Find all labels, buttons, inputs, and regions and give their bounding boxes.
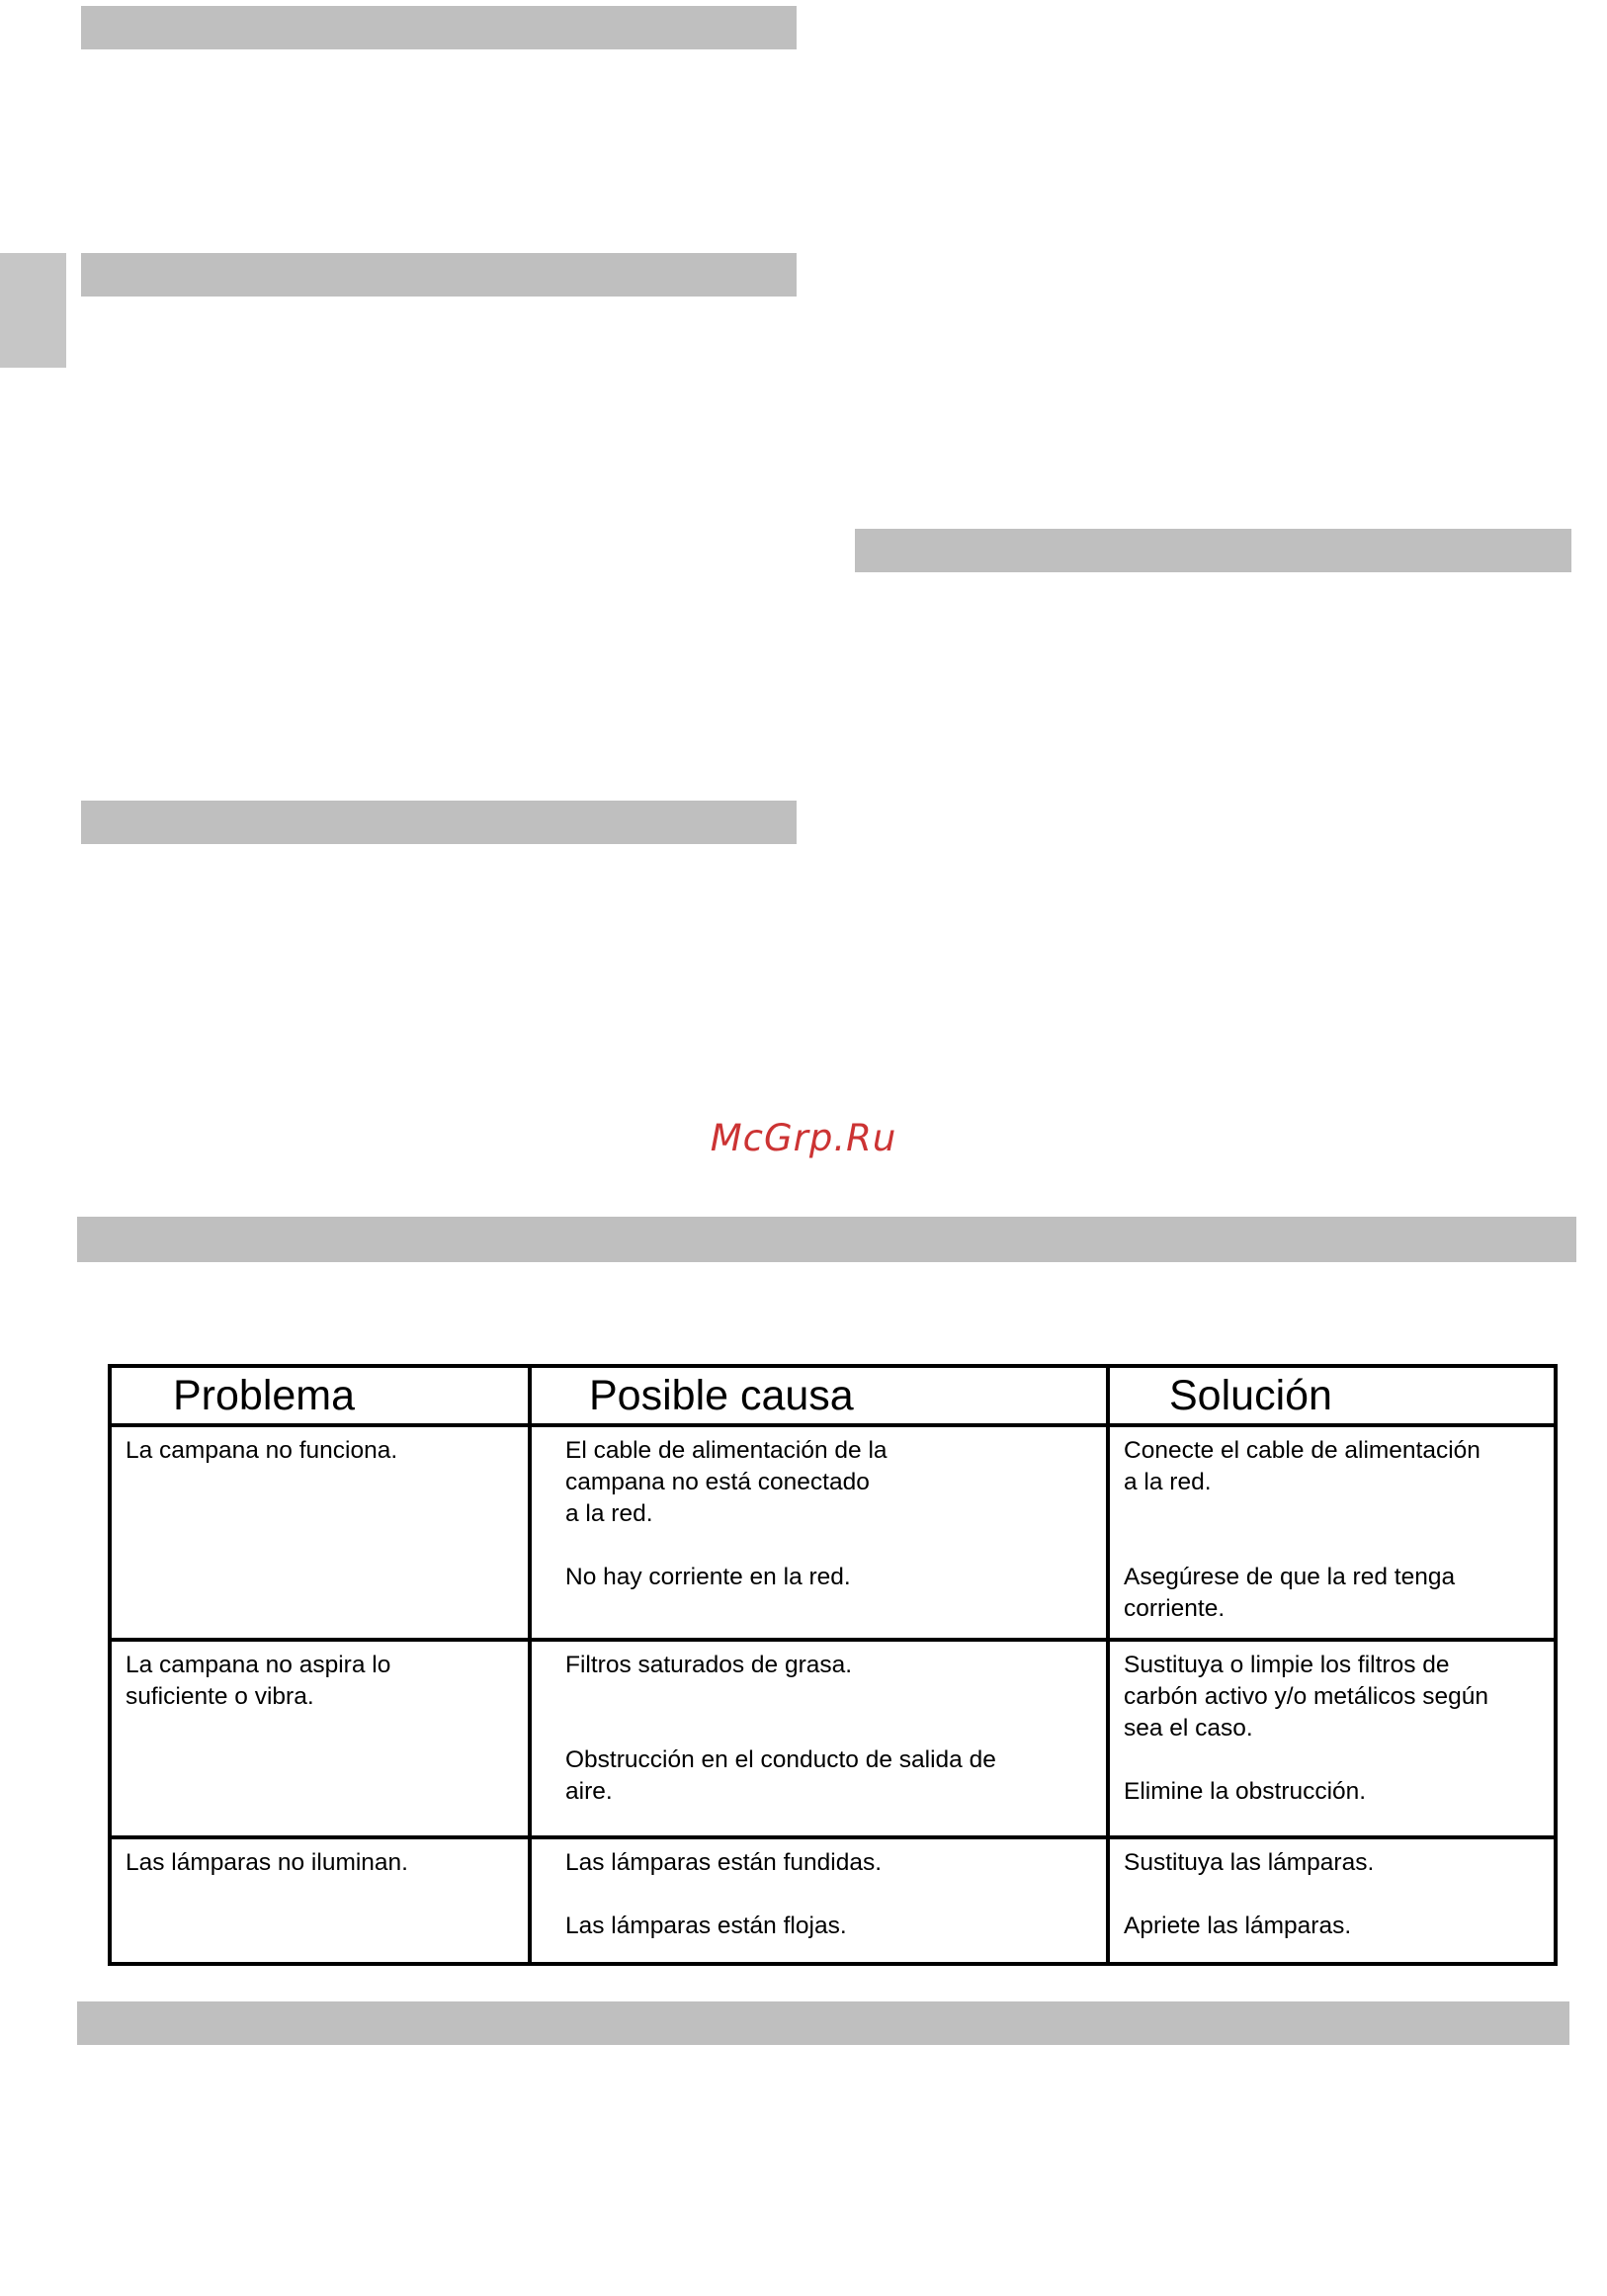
table-row — [110, 1425, 1556, 1640]
language-side-tab — [0, 253, 66, 368]
section-header-bar — [855, 529, 1571, 572]
table-row — [110, 1837, 1556, 1964]
cause-text: No hay corriente en la red. — [565, 1564, 851, 1590]
problem-text: Las lámparas no iluminan. — [126, 1849, 408, 1876]
watermark: McGrp.Ru — [710, 1117, 897, 1159]
cause-cell — [530, 1425, 1108, 1640]
solution-text: Sustituya las lámparas. — [1124, 1849, 1375, 1876]
solution-text: Elimine la obstrucción. — [1124, 1778, 1367, 1805]
solution-cell — [1108, 1837, 1556, 1964]
cause-text: Filtros saturados de grasa. — [565, 1652, 853, 1678]
cause-cell — [530, 1837, 1108, 1964]
solution-cell — [1108, 1425, 1556, 1640]
problem-text: La campana no funciona. — [126, 1437, 398, 1464]
problem-text: La campana no aspira lo suficiente o vibra. — [126, 1652, 391, 1710]
cause-text: Obstrucción en el conducto de salida de aire. — [565, 1746, 996, 1805]
solution-text: Asegúrese de que la red tenga corriente. — [1124, 1564, 1456, 1622]
cause-text: Las lámparas están flojas. — [565, 1913, 847, 1939]
solution-text: Sustituya o limpie los filtros de carbón activo y/o metálicos según sea el caso. — [1124, 1652, 1489, 1742]
solution-cell — [1108, 1640, 1556, 1837]
header-solution: Solución — [1108, 1366, 1556, 1425]
solution-text: Conecte el cable de alimentación a la red. — [1124, 1437, 1480, 1495]
table-row — [110, 1640, 1556, 1837]
cause-text: Las lámparas están fundidas. — [565, 1849, 883, 1876]
section-header-bar — [77, 2001, 1569, 2045]
table-header-row — [110, 1366, 1556, 1425]
problem-cell — [110, 1837, 530, 1964]
header-cause: Posible causa — [530, 1366, 1108, 1425]
section-header-bar — [81, 253, 797, 297]
header-problem: Problema — [110, 1366, 530, 1425]
cause-cell — [530, 1640, 1108, 1837]
section-header-bar — [81, 6, 797, 49]
problem-cell — [110, 1425, 530, 1640]
troubleshooting-table — [108, 1364, 1558, 1966]
section-header-bar — [81, 801, 797, 844]
cause-text: El cable de alimentación de la campana no está conectado a la red. — [565, 1437, 888, 1527]
solution-text: Apriete las lámparas. — [1124, 1913, 1352, 1939]
problem-cell — [110, 1640, 530, 1837]
section-header-bar — [77, 1217, 1576, 1262]
